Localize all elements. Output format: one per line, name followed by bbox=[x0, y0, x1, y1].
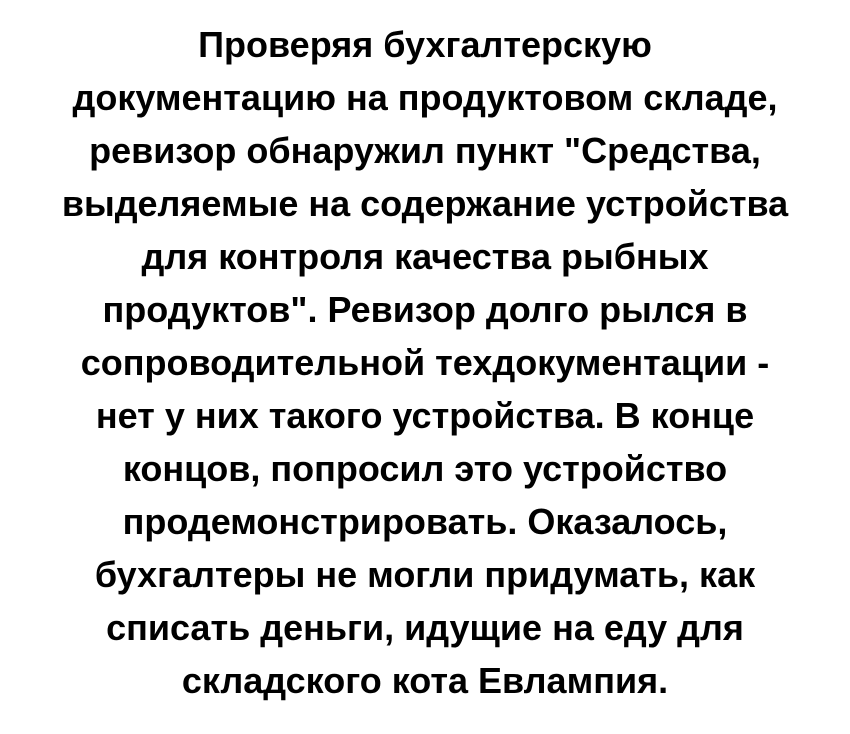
text-line: списать деньги, идущие на еду для bbox=[106, 607, 744, 648]
text-line: для контроля качества рыбных bbox=[141, 236, 709, 277]
text-line: складского кота Евлампия. bbox=[181, 660, 669, 701]
text-line: бухгалтеры не могли придумать, как bbox=[94, 554, 756, 595]
text-line: ревизор обнаружил пункт "Средства, bbox=[89, 130, 761, 171]
text-line: продемонстрировать. Оказалось, bbox=[122, 501, 728, 542]
text-line: сопроводительной техдокументации - bbox=[80, 342, 770, 383]
text-line: продуктов". Ревизор долго рылся в bbox=[102, 289, 748, 330]
text-line: нет у них такого устройства. В конце bbox=[95, 395, 755, 436]
text-line: документацию на продуктовом складе, bbox=[72, 77, 778, 118]
joke-text-block bbox=[0, 18, 850, 707]
text-line: выделяемые на содержание устройства bbox=[61, 183, 789, 224]
text-line: концов, попросил это устройство bbox=[122, 448, 728, 489]
text-line: Проверяя бухгалтерскую bbox=[198, 24, 652, 65]
